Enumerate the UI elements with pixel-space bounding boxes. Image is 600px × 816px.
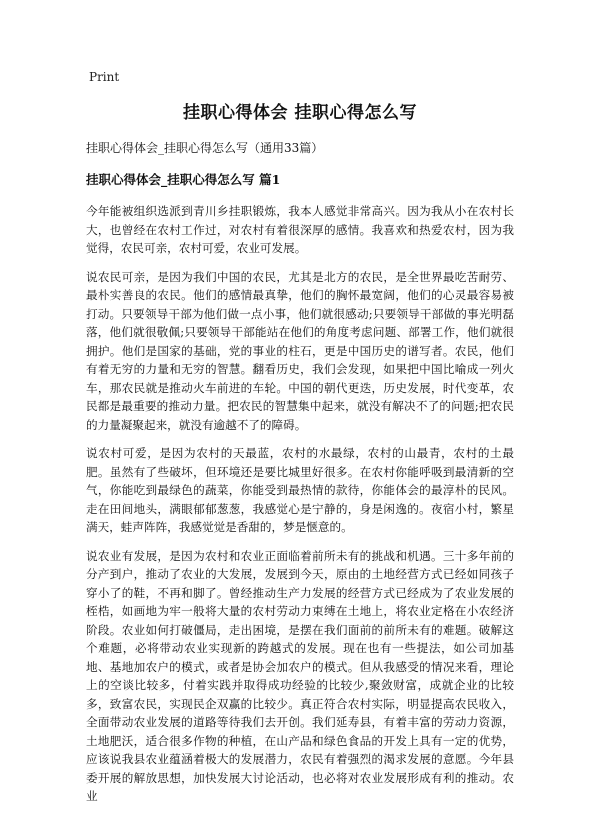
paragraph: 说农村可爱，是因为农村的天最蓝，农村的水最绿，农村的山最青，农村的土最肥。虽然有了些破坏，但环境还是要比城里好很多。在农村你能呼吸到最清新的空气，你能吃到最绿色的蔬菜，你能受到最热情的款待，你能体会的最淳朴的民风。走在田间地头，满眼郁郁葱葱，我感觉心是宁静的，身是闲逸的。夜宿小村，繁星满天，蛙声阵阵，我感觉觉是香甜的，梦是惬意的。 [86,446,514,534]
paragraph: 说农民可亲，是因为我们中国的农民，尤其是北方的农民，是全世界最吃苦耐劳、最朴实善良的农民。他们的感情最真挚，他们的胸怀最宽阔，他们的心灵最容易被打动。只要领导干部为他们做一点小事，他们就很感动;只要领导干部做的事光明磊落，他们就很敬佩;只要领导干部能站在他们的角度考虑问题、部署工作，他们就很拥护。他们是国家的基础，党的事业的柱石，更是中国历史的谱写者。农民，他们有着无穷的力量和无穷的智慧。翻看历史，我们会发现，如果把中国比喻成一列火车，那农民就是推动火车前进的车轮。中国的朝代更迭，历史发展，时代变革，农民都是最重要的推动力量。把农民的智慧集中起来，就没有解决不了的问题;把农民的力量凝聚起来，就没有逾越不了的障碍。 [86,269,514,432]
page-title: 挂职心得体会 挂职心得怎么写 [183,103,417,123]
paragraph: 说农业有发展，是因为农村和农业正面临着前所未有的挑战和机遇。三十多年前的分产到户，推动了农业的大发展，发展到今天，原由的土地经营方式已经如同孩子穿小了的鞋，不再和脚了。曾经推动生产力发展的经营方式已经成为了农业发展的桎梏，如画地为牢一般将大量的农村劳动力束缚在土地上，将农业定格在小农经济阶段。农业如何打破僵局，走出困境，是摆在我们面前的前所未有的难题。破解这个难题，必将带动农业实现新的跨越式的发展。现在也有一些提法，如公司加基地、基地加农户的模式，或者是协会加农户的模式。但从我感受的情况来看，理论上的空谈比较多，付着实践并取得成功经验的比较少,聚敛财富，成就企业的比较多，致富农民，实现民企双赢的比较少。真正符合农村实际，明显提高农民收入，全面带动农业发展的道路等待我们去开创。我们延寿县，有着丰富的劳动力资源，土地肥沃，适合很多作物的种植，在山产品和绿色食品的开发上具有一定的优势，应该说我县农业蕴涵着极大的发展潜力，农民有着强烈的渴求发展的意愿。今年县委开展的解放思想，加快发展大讨论活动，也必将对农业发展形成有利的推动。农业 [86,548,514,803]
print-label: Print [89,70,120,84]
section-heading: 挂职心得体会_挂职心得怎么写 篇1 [86,172,281,187]
article-body [86,202,514,816]
document-subtitle: 挂职心得体会_挂职心得怎么写（通用33篇） [86,141,324,155]
paragraph: 今年能被组织选派到青川乡挂职锻炼，我本人感觉非常高兴。因为我从小在农村长大，也曾经在农村工作过，对农村有着很深厚的感情。我喜欢和热爱农村，因为我觉得，农民可亲，农村可爱，农业可发展。 [86,204,514,255]
